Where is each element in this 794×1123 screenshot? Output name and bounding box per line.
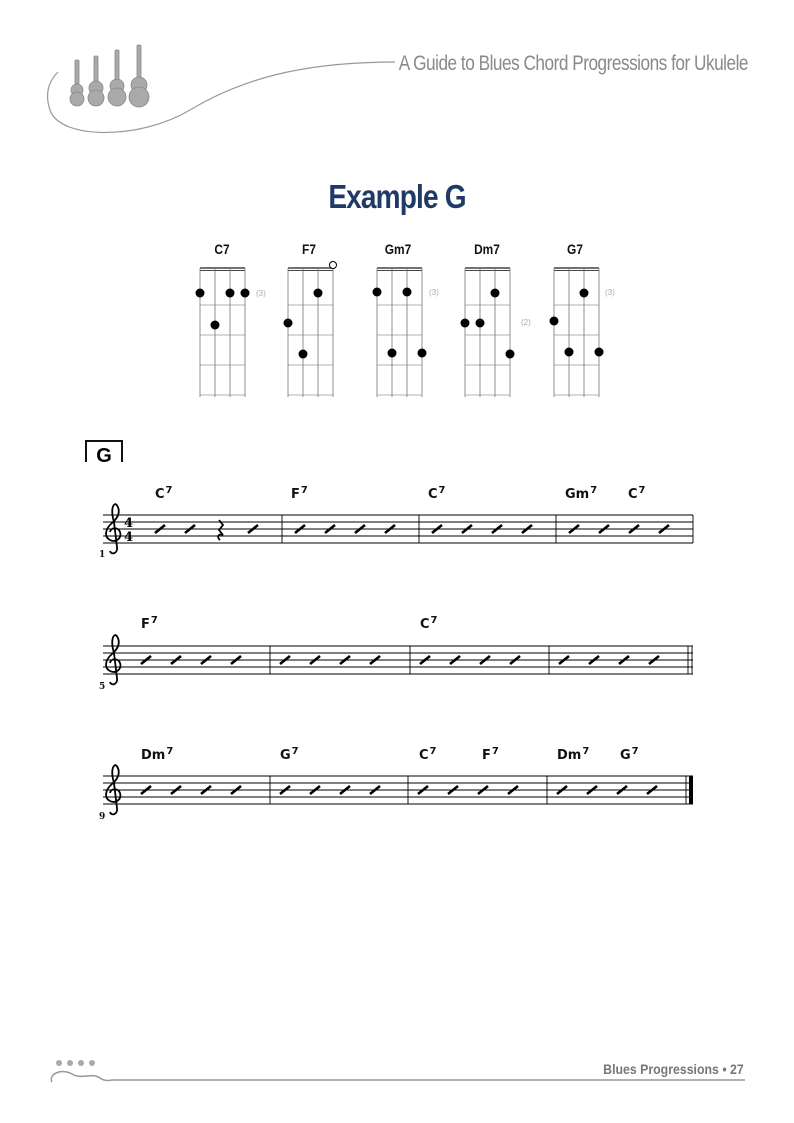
footer-separator: •: [722, 1061, 727, 1077]
svg-text:4: 4: [124, 516, 134, 531]
position-label-gm7: (3): [429, 288, 439, 297]
chord-symbol: Gm$^7$: [565, 485, 598, 502]
staff-system-3: [103, 765, 693, 814]
chord-symbol: $C^7$: [628, 485, 646, 502]
treble-clef: [106, 635, 120, 684]
staff-system-1: [103, 504, 693, 553]
footer-dots: [56, 1060, 95, 1066]
chord-symbol: $G^7$: [280, 746, 299, 763]
chord-diagram-name-gm7: Gm7: [384, 241, 412, 257]
footer-section: Blues Progressions: [603, 1061, 720, 1077]
chord-symbol: $C^7$: [428, 485, 446, 502]
position-label-c7: (3): [256, 289, 266, 298]
position-label-g7: (3): [605, 288, 615, 297]
chord-symbol: $C^7$: [420, 615, 438, 632]
page-number: 27: [730, 1061, 744, 1077]
chord-symbol: $F^7$: [482, 746, 499, 763]
chord-symbol: $F^7$: [141, 615, 158, 632]
chord-diagram-name-g7: G7: [567, 241, 583, 257]
chord-symbol: Dm$^7$: [141, 746, 174, 763]
rehearsal-mark-letter: G: [96, 445, 112, 462]
svg-text:4: 4: [124, 530, 134, 545]
chord-symbol: $C^7$: [419, 746, 437, 763]
position-label-dm7: (2): [521, 318, 531, 327]
footer-page-label: [603, 1061, 744, 1077]
measure-number: 9: [99, 812, 106, 822]
time-signature: [124, 516, 133, 545]
measure-number: 1: [99, 550, 106, 560]
example-title: Example G: [328, 178, 466, 215]
chord-diagram-name-dm7: Dm7: [474, 241, 500, 257]
treble-clef: [106, 504, 120, 553]
staff-system-2: [103, 635, 693, 684]
chord-symbol: $G^7$: [620, 746, 639, 763]
chord-diagram-name-c7: C7: [214, 241, 230, 257]
chord-symbol: $C^7$: [155, 485, 173, 502]
final-barline: [689, 776, 693, 804]
chord-symbol: Dm$^7$: [557, 746, 590, 763]
measure-number: 5: [99, 682, 106, 692]
chord-diagram-name-f7: F7: [302, 241, 316, 257]
treble-clef: [106, 765, 120, 814]
quarter-rest: [218, 520, 223, 540]
header-title: A Guide to Blues Chord Progressions for Ukulele: [398, 52, 748, 75]
chord-symbol: $F^7$: [291, 485, 308, 502]
